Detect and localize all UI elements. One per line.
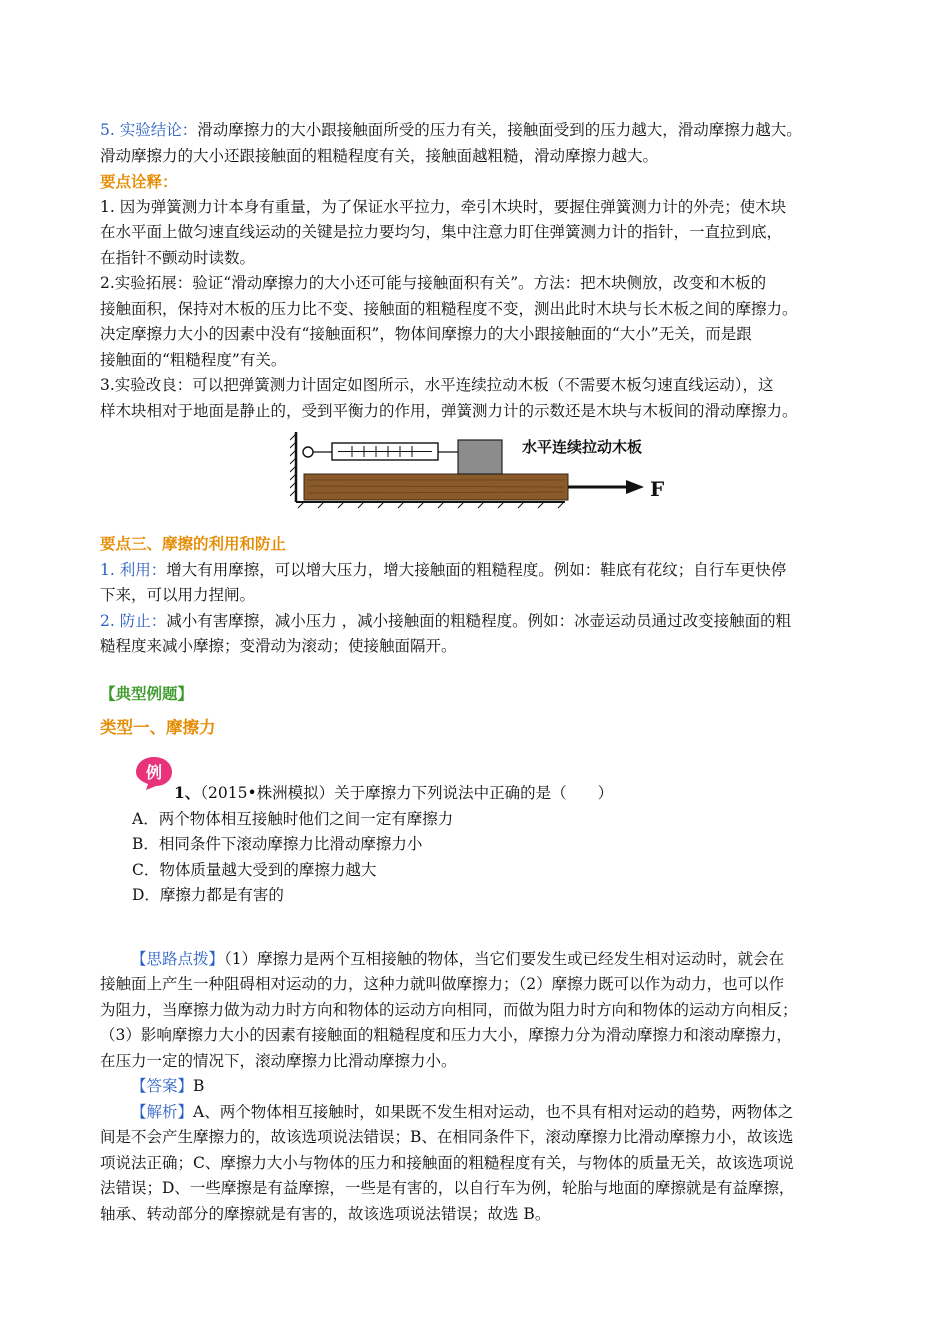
document-content	[100, 118, 860, 1227]
explain-p1-line-1: 1. 因为弹簧测力计本身有重量，为了保证水平拉力，牵引木块时，要握住弹簧测力计的外壳；使木块	[100, 197, 787, 216]
hint-line-5: 在压力一定的情况下，滚动摩擦力比滑动摩擦力小。	[100, 1051, 457, 1070]
analysis-label: 【解析】	[131, 1102, 194, 1121]
figure-caption: 水平连续拉动木板	[522, 438, 643, 456]
hint-line-2: 接触面上产生一种阻碍相对运动的力，这种力就叫做摩擦力；（2）摩擦力既可以作为动力，也可以作	[100, 975, 785, 993]
example-badge-icon	[134, 755, 174, 791]
prevent-line-1	[100, 609, 860, 635]
analysis-text-1: A、两个物体相互接触时，如果既不发生相对运动，也不具有相对运动的趋势，两物体之	[193, 1102, 794, 1121]
examples-heading: 【典型例题】	[100, 684, 194, 703]
conclusion-label: 5. 实验结论：	[100, 121, 198, 139]
explain-p3-line-1: 3.实验改良：可以把弹簧测力计固定如图所示，水平连续拉动木板（不需要木板匀速直线运动），这	[100, 376, 774, 394]
option-c: C．物体质量越大受到的摩擦力越大	[132, 860, 377, 879]
analysis-line-2: 间是不会产生摩擦力的，故该选项说法错误；B、在相同条件下，滚动摩擦力比滑动摩擦力小，故该选	[100, 1128, 794, 1146]
example-badge-text: 例	[145, 762, 163, 782]
explain-p2-line-1: 2.实验拓展：验证“滑动摩擦力的大小还可能与接触面积有关”。方法：把木块侧放，改变和木板的	[100, 274, 767, 292]
explain-p2-line-3: 决定摩擦力大小的因素中没有“接触面积”，物体间摩擦力的大小跟接触面的“大小”无关，而是跟	[100, 325, 752, 343]
explain-p2-line-4: 接触面的“粗糙程度”有关。	[100, 350, 287, 369]
spring-scale-figure	[100, 430, 860, 516]
prevent-text-1: 减小有害摩擦，减小压力 ，减小接触面的粗糙程度。例如：冰壶运动员通过改变接触面的粗	[166, 611, 792, 630]
explain-p2-line-2: 接触面积，保持对木板的压力比不变、接触面的粗糙程度不变，测出此时木块与长木板之间的摩擦力。	[100, 299, 798, 318]
explain-p3-line-2: 样木块相对于地面是静止的，受到平衡力的作用，弹簧测力计的示数还是木块与木板间的滑动摩擦力。	[100, 401, 798, 420]
analysis-line-4: 法错误；D、一些摩擦是有益摩擦，一些是有害的，以自行车为例，轮胎与地面的摩擦就是有益摩擦，	[100, 1179, 795, 1197]
option-d: D．摩擦力都是有害的	[132, 886, 284, 904]
analysis-line-1	[100, 1100, 860, 1126]
use-label: 1. 利用：	[100, 560, 167, 579]
use-line-2: 下来，可以用力捏闸。	[100, 586, 256, 604]
spring-scale-diagram	[290, 430, 680, 510]
conclusion-text-1: 滑动摩擦力的大小跟接触面所受的压力有关，接触面受到的压力越大，滑动摩擦力越大。	[197, 121, 802, 139]
explain-p1-line-2: 在水平面上做匀速直线运动的关键是拉力要均匀，集中注意力盯住弹簧测力计的指针，一直拉到底，	[100, 223, 783, 241]
explain-heading: 要点诠释：	[100, 172, 178, 191]
option-a: A．两个物体相互接触时他们之间一定有摩擦力	[132, 809, 454, 828]
analysis-line-3: 项说法正确；C、摩擦力大小与物体的压力和接触面的粗糙程度有关，与物体的质量无关，故该选项说	[100, 1153, 794, 1172]
force-label: F	[650, 477, 665, 501]
prevent-label: 2. 防止：	[100, 611, 167, 630]
answer-line	[100, 1074, 860, 1100]
answer-label: 【答案】	[131, 1077, 194, 1095]
example-1-question	[174, 780, 613, 807]
hint-line-3: 为阻力，当摩擦力做为动力时方向和物体的运动方向相同，而做为阻力时方向和物体的运动方向相反；	[100, 1000, 798, 1019]
hint-line-1	[100, 947, 860, 973]
hint-line-4: （3）影响摩擦力大小的因素有接触面的粗糙程度和压力大小，摩擦力分为滑动摩擦力和滚动摩擦力，	[100, 1026, 792, 1044]
use-text-1: 增大有用摩擦，可以增大压力，增大接触面的粗糙程度。例如：鞋底有花纹；自行车更快停	[166, 560, 787, 579]
hint-text-1: （1）摩擦力是两个互相接触的物体，当它们要发生或已经发生相对运动时，就会在	[224, 949, 785, 968]
explain-p1-line-3: 在指针不颤动时读数。	[100, 248, 256, 267]
example-1-question-text: （2015•株洲模拟）关于摩擦力下列说法中正确的是（ ）	[200, 783, 614, 802]
conclusion-line-1	[100, 118, 860, 144]
conclusion-line-2: 滑动摩擦力的大小还跟接触面的粗糙程度有关，接触面越粗糙，滑动摩擦力越大。	[100, 146, 659, 165]
hint-label: 【思路点拨】	[131, 949, 225, 968]
use-line-1	[100, 558, 860, 584]
section3-heading: 要点三、摩擦的利用和防止	[100, 535, 287, 553]
analysis-line-5: 轴承、转动部分的摩擦就是有害的，故该选项说法错误；故选 B。	[100, 1204, 551, 1223]
prevent-line-2: 糙程度来减小摩擦；变滑动为滚动；使接触面隔开。	[100, 637, 457, 655]
type1-heading: 类型一、摩擦力	[100, 718, 216, 737]
answer-value: B	[193, 1077, 205, 1095]
example-1-header	[100, 749, 860, 807]
example-1-number: 1、	[174, 782, 201, 802]
option-b: B．相同条件下滚动摩擦力比滑动摩擦力小	[132, 835, 423, 853]
